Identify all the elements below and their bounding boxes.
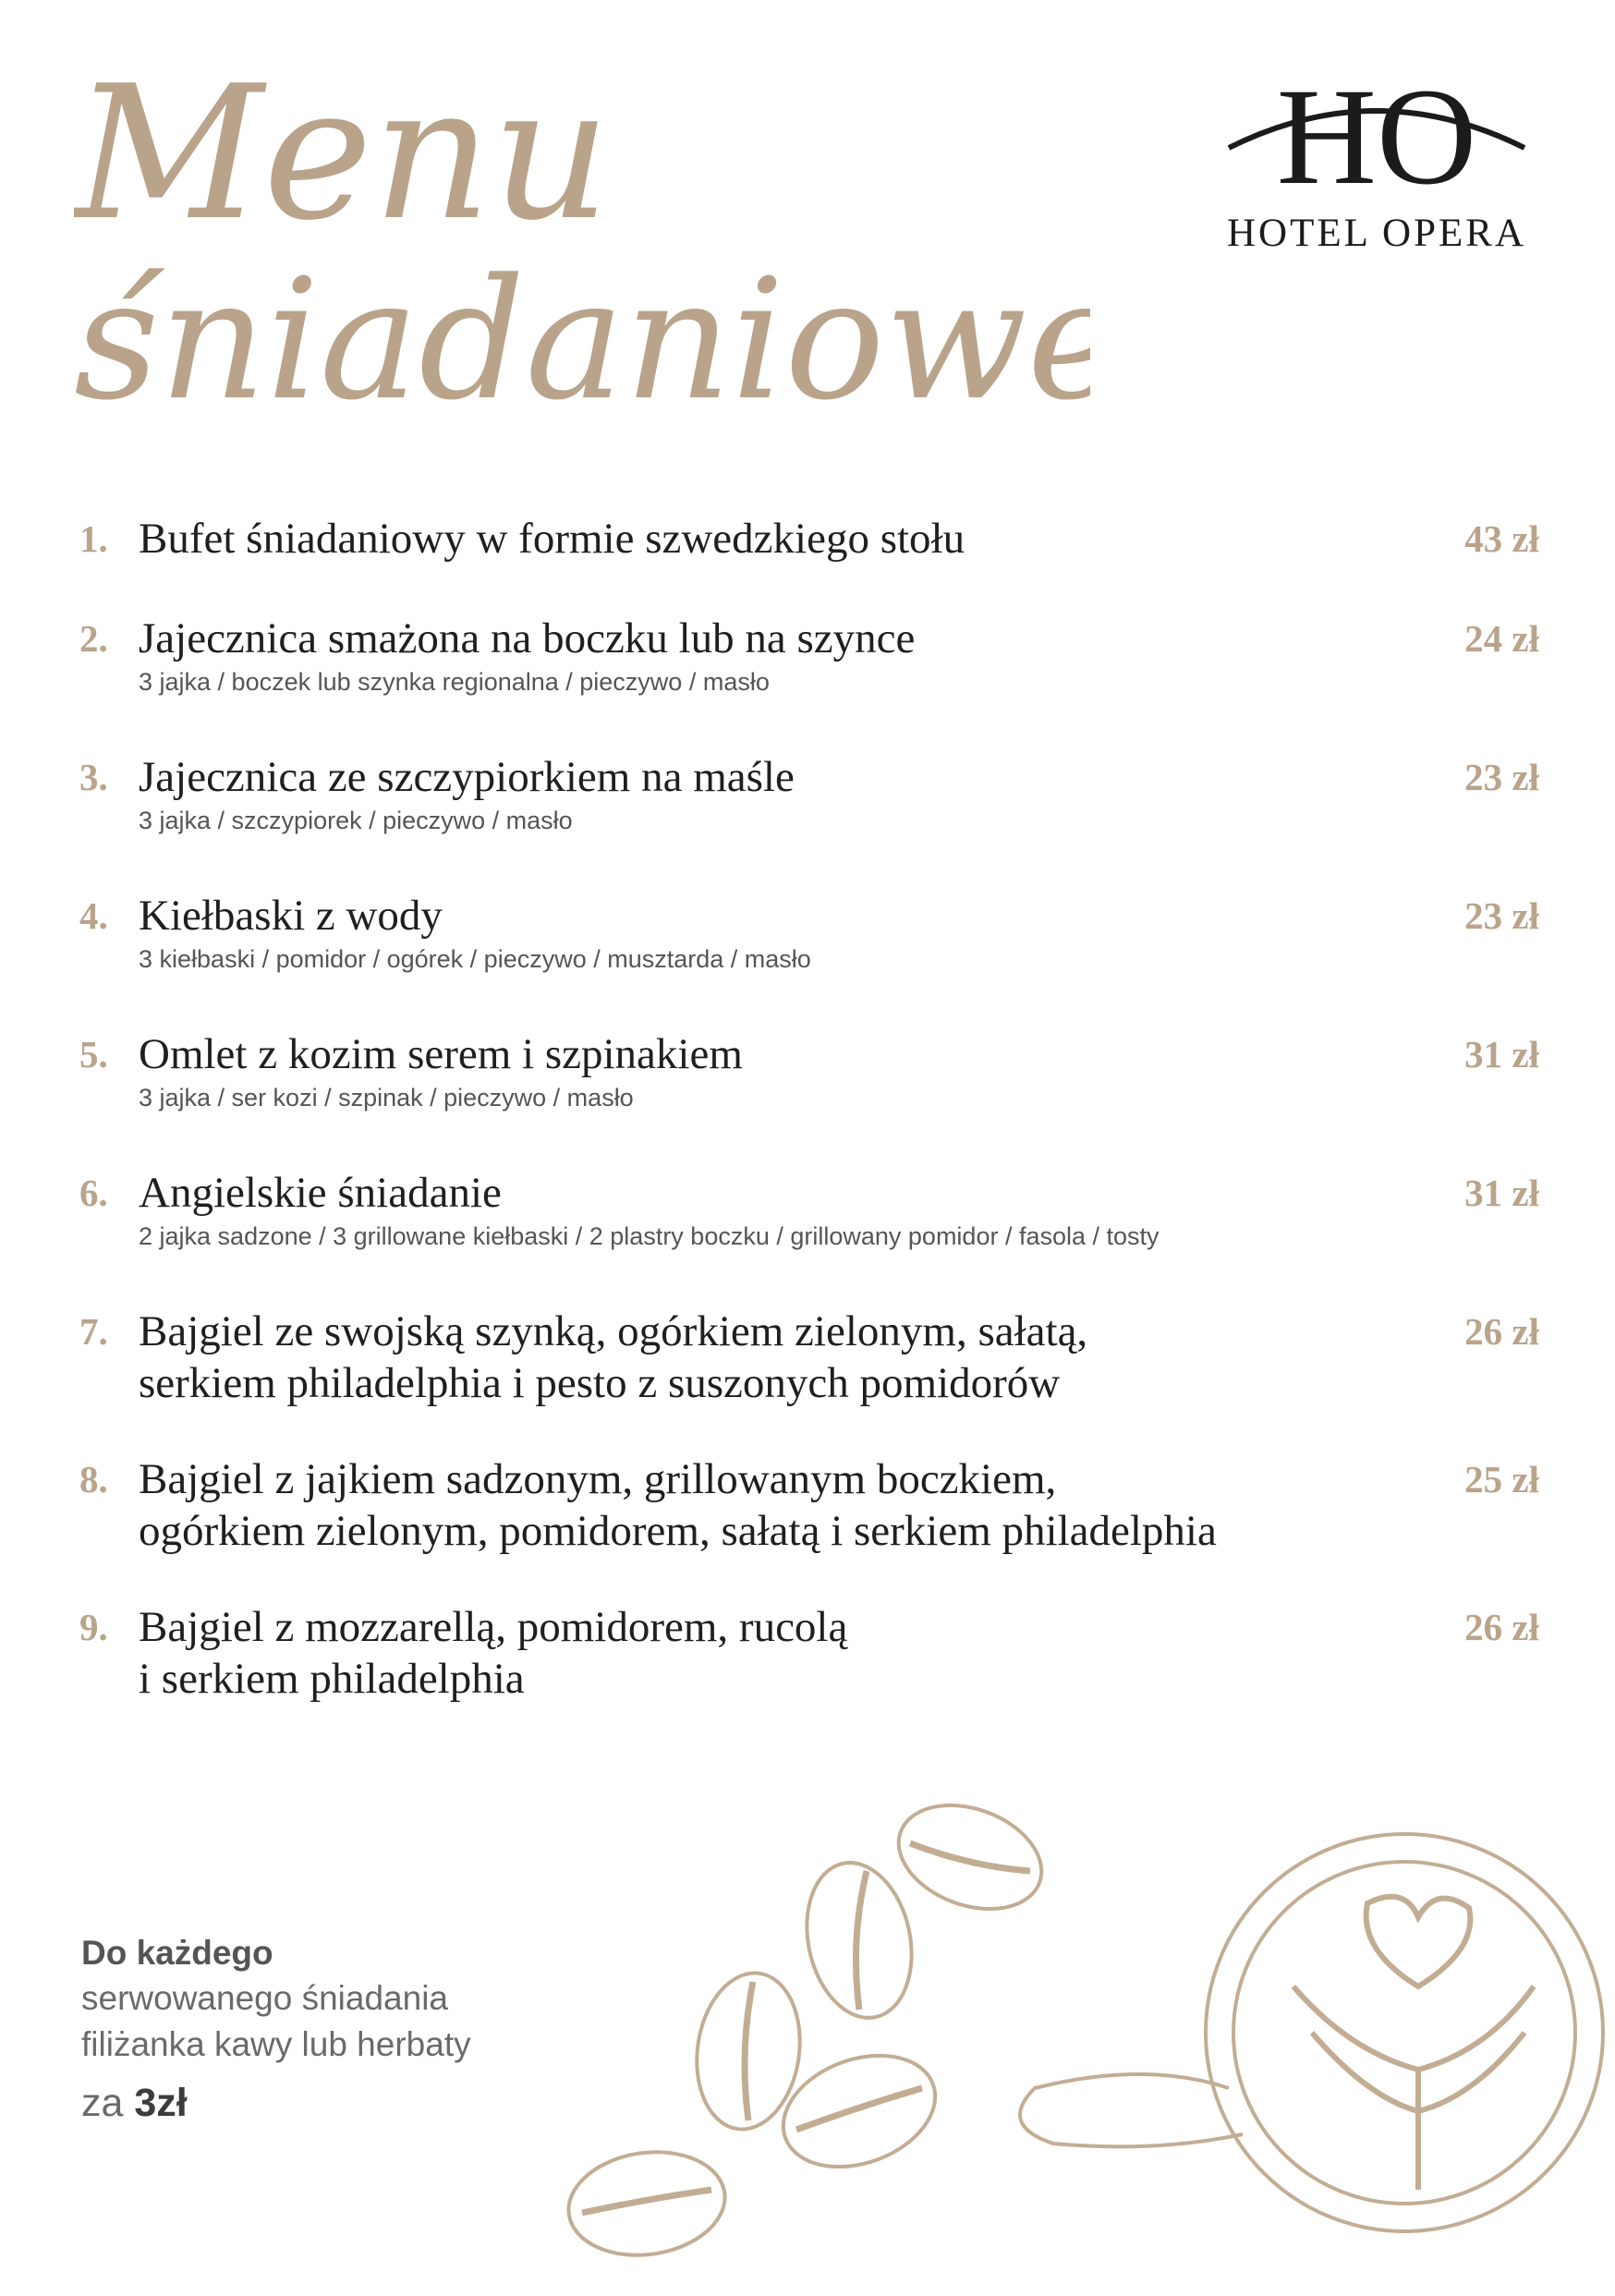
item-description: 3 jajka / boczek lub szynka regionalna / pieczywo / masło: [139, 668, 770, 696]
item-price: 26 zł: [1464, 1310, 1539, 1353]
item-number: 6.: [79, 1172, 108, 1214]
item-price: 31 zł: [1464, 1172, 1539, 1214]
item-price: 23 zł: [1464, 756, 1539, 798]
title-line-1: Menu: [74, 55, 611, 261]
menu-item: [79, 1453, 1539, 1557]
item-description: 3 kiełbaski / pomidor / ogórek / pieczywo / musztarda / masło: [139, 945, 811, 973]
item-number: 1.: [79, 517, 108, 560]
item-name: Bajgiel z mozzarellą, pomidorem, rucolą i serkiem philadelphia: [139, 1603, 848, 1703]
item-number: 2.: [79, 617, 108, 660]
item-name: Angielskie śniadanie: [139, 1169, 502, 1217]
note-price-value: 3zł: [134, 2081, 188, 2125]
logo-monogram: HO: [1276, 74, 1477, 194]
coffee-bean-icon: [687, 1966, 810, 2136]
menu-item: [79, 1028, 1539, 1113]
item-name: Bufet śniadaniowy w formie szwedzkiego stołu: [139, 515, 965, 563]
note-line-2: filiżanka kawy lub herbaty: [81, 2025, 471, 2063]
note-heading: Do każdego: [81, 1934, 273, 1972]
hotel-logo: [1210, 74, 1543, 259]
menu-item: [79, 613, 1539, 698]
item-price: 31 zł: [1464, 1033, 1539, 1075]
note-price: [81, 2081, 599, 2126]
ho-monogram-icon: [1220, 74, 1534, 194]
item-description: 3 jajka / szczypiorek / pieczywo / masło: [139, 807, 573, 834]
menu-list: [79, 513, 1539, 1705]
coffee-bean-icon: [794, 1853, 926, 2027]
item-name: Jajecznica smażona na boczku lub na szynce: [139, 614, 916, 662]
item-name: Omlet z kozim serem i szpinakiem: [139, 1030, 743, 1078]
coffee-illustration: [554, 1755, 1615, 2291]
item-number: 4.: [79, 894, 108, 937]
menu-title: [74, 55, 1090, 443]
coffee-cup-icon: [1020, 1834, 1603, 2231]
coffee-bean-icon: [562, 2143, 732, 2266]
menu-item: [79, 1306, 1539, 1409]
menu-item: [79, 513, 1539, 565]
item-name: Bajgiel z jajkiem sadzonym, grillowanym boczkiem, ogórkiem zielonym, pomidorem, sałatą i serkiem philadelphia: [139, 1455, 1217, 1555]
item-number: 5.: [79, 1033, 108, 1075]
menu-item: [79, 751, 1539, 836]
item-name: Jajecznica ze szczypiorkiem na maśle: [139, 753, 795, 801]
item-number: 8.: [79, 1458, 108, 1500]
item-name: Bajgiel ze swojską szynką, ogórkiem zielonym, sałatą, serkiem philadelphia i pesto z suszonych pomidorów: [139, 1307, 1088, 1407]
coffee-bean-icon: [768, 2035, 951, 2186]
menu-item: [79, 1601, 1539, 1705]
item-price: 43 zł: [1464, 517, 1539, 560]
item-price: 26 zł: [1464, 1606, 1539, 1648]
item-number: 3.: [79, 756, 108, 798]
title-line-2: śniadaniowe: [74, 244, 1090, 437]
coffee-offer-note: [81, 1931, 599, 2126]
item-number: 7.: [79, 1310, 108, 1353]
item-name: Kiełbaski z wody: [139, 892, 443, 940]
logo-name: HOTEL OPERA: [1226, 212, 1527, 255]
note-line-1: serwowanego śniadania: [81, 1979, 448, 2017]
note-price-prefix: za: [81, 2081, 124, 2125]
coffee-bean-icon: [884, 1787, 1056, 1927]
item-number: 9.: [79, 1606, 108, 1648]
item-price: 25 zł: [1464, 1458, 1539, 1500]
item-price: 24 zł: [1464, 617, 1539, 660]
menu-item: [79, 1167, 1539, 1252]
item-description: 3 jajka / ser kozi / szpinak / pieczywo / masło: [139, 1084, 634, 1112]
menu-item: [79, 890, 1539, 975]
item-description: 2 jajka sadzone / 3 grillowane kiełbaski / 2 plastry boczku / grillowany pomidor / fasola / tosty: [139, 1222, 1160, 1250]
item-price: 23 zł: [1464, 894, 1539, 937]
